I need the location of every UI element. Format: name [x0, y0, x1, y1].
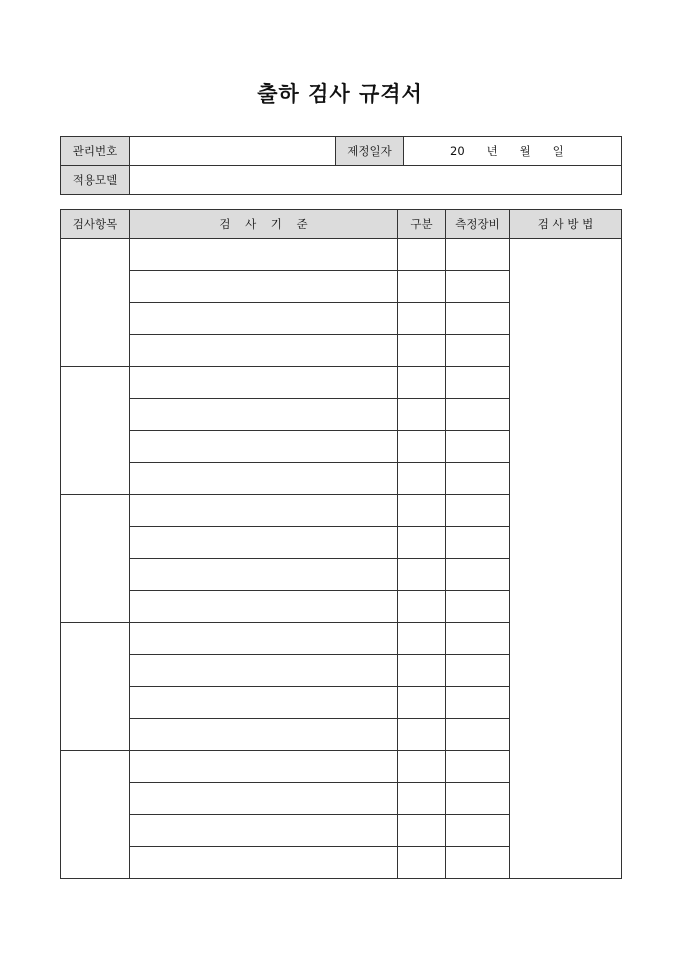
inspection-criteria-cell[interactable]	[130, 559, 398, 591]
category-cell[interactable]	[398, 527, 446, 559]
header-inspection-criteria: 검 사 기 준	[130, 210, 398, 239]
measuring-equipment-cell[interactable]	[446, 655, 510, 687]
category-cell[interactable]	[398, 591, 446, 623]
category-cell[interactable]	[398, 719, 446, 751]
category-cell[interactable]	[398, 335, 446, 367]
inspection-item-cell[interactable]	[61, 623, 130, 751]
measuring-equipment-cell[interactable]	[446, 495, 510, 527]
measuring-equipment-cell[interactable]	[446, 367, 510, 399]
inspection-criteria-cell[interactable]	[130, 527, 398, 559]
category-cell[interactable]	[398, 847, 446, 879]
inspection-spec-table	[60, 209, 622, 879]
category-cell[interactable]	[398, 431, 446, 463]
measuring-equipment-cell[interactable]	[446, 463, 510, 495]
measuring-equipment-cell[interactable]	[446, 783, 510, 815]
inspection-criteria-cell[interactable]	[130, 623, 398, 655]
applied-model-field[interactable]	[130, 166, 622, 195]
measuring-equipment-cell[interactable]	[446, 335, 510, 367]
inspection-criteria-cell[interactable]	[130, 335, 398, 367]
category-cell[interactable]	[398, 495, 446, 527]
enact-date-label: 제정일자	[336, 137, 404, 166]
measuring-equipment-cell[interactable]	[446, 751, 510, 783]
inspection-method-cell[interactable]	[510, 239, 622, 879]
table-row	[61, 239, 622, 271]
inspection-criteria-cell[interactable]	[130, 431, 398, 463]
inspection-criteria-cell[interactable]	[130, 399, 398, 431]
inspection-criteria-cell[interactable]	[130, 463, 398, 495]
document-title: 출하 검사 규격서	[257, 81, 423, 106]
inspection-criteria-cell[interactable]	[130, 783, 398, 815]
measuring-equipment-cell[interactable]	[446, 559, 510, 591]
inspection-criteria-cell[interactable]	[130, 303, 398, 335]
inspection-item-cell[interactable]	[61, 751, 130, 879]
header-inspection-item: 검사항목	[61, 210, 130, 239]
inspection-criteria-cell[interactable]	[130, 495, 398, 527]
measuring-equipment-cell[interactable]	[446, 847, 510, 879]
inspection-item-cell[interactable]	[61, 495, 130, 623]
category-cell[interactable]	[398, 463, 446, 495]
measuring-equipment-cell[interactable]	[446, 271, 510, 303]
measuring-equipment-cell[interactable]	[446, 431, 510, 463]
inspection-criteria-cell[interactable]	[130, 815, 398, 847]
category-cell[interactable]	[398, 751, 446, 783]
measuring-equipment-cell[interactable]	[446, 719, 510, 751]
category-cell[interactable]	[398, 399, 446, 431]
measuring-equipment-cell[interactable]	[446, 239, 510, 271]
measuring-equipment-cell[interactable]	[446, 815, 510, 847]
header-category: 구분	[398, 210, 446, 239]
category-cell[interactable]	[398, 271, 446, 303]
inspection-criteria-cell[interactable]	[130, 751, 398, 783]
info-table	[60, 136, 622, 195]
enact-date-field[interactable]: 20 년 월 일	[404, 137, 622, 166]
inspection-criteria-cell[interactable]	[130, 271, 398, 303]
mgmt-number-label: 관리번호	[61, 137, 130, 166]
measuring-equipment-cell[interactable]	[446, 623, 510, 655]
category-cell[interactable]	[398, 367, 446, 399]
header-inspection-method: 검 사 방 법	[510, 210, 622, 239]
inspection-criteria-cell[interactable]	[130, 239, 398, 271]
measuring-equipment-cell[interactable]	[446, 303, 510, 335]
header-measuring-equipment: 측정장비	[446, 210, 510, 239]
category-cell[interactable]	[398, 303, 446, 335]
measuring-equipment-cell[interactable]	[446, 399, 510, 431]
inspection-item-cell[interactable]	[61, 239, 130, 367]
category-cell[interactable]	[398, 783, 446, 815]
category-cell[interactable]	[398, 655, 446, 687]
category-cell[interactable]	[398, 815, 446, 847]
applied-model-label: 적용모델	[61, 166, 130, 195]
measuring-equipment-cell[interactable]	[446, 527, 510, 559]
measuring-equipment-cell[interactable]	[446, 591, 510, 623]
category-cell[interactable]	[398, 239, 446, 271]
inspection-criteria-cell[interactable]	[130, 655, 398, 687]
category-cell[interactable]	[398, 687, 446, 719]
inspection-criteria-cell[interactable]	[130, 847, 398, 879]
mgmt-number-field[interactable]	[130, 137, 336, 166]
inspection-criteria-cell[interactable]	[130, 687, 398, 719]
category-cell[interactable]	[398, 559, 446, 591]
inspection-criteria-cell[interactable]	[130, 591, 398, 623]
inspection-criteria-cell[interactable]	[130, 719, 398, 751]
measuring-equipment-cell[interactable]	[446, 687, 510, 719]
category-cell[interactable]	[398, 623, 446, 655]
inspection-criteria-cell[interactable]	[130, 367, 398, 399]
inspection-item-cell[interactable]	[61, 367, 130, 495]
